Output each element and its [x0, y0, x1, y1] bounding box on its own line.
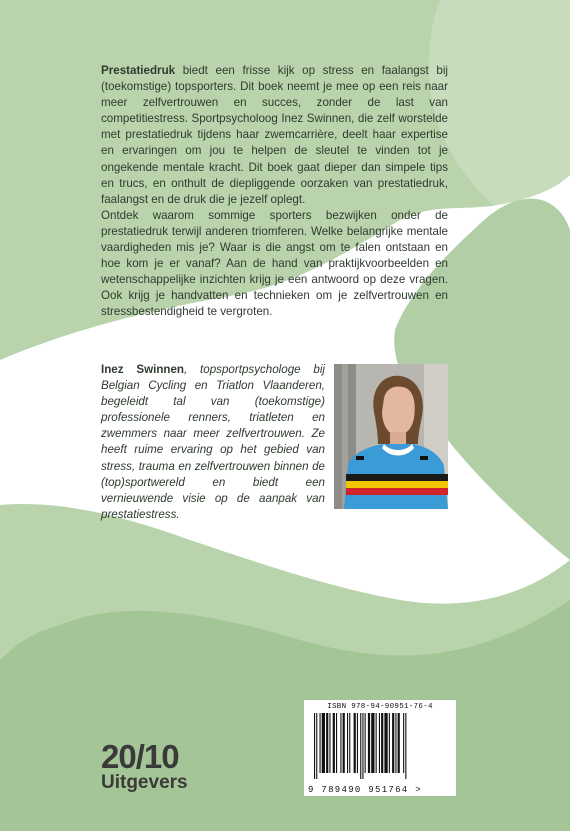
barcode-bar [405, 713, 406, 779]
barcode-bars [310, 713, 450, 781]
publisher-logo-number: 20/10 [101, 738, 179, 775]
barcode-bar [371, 713, 374, 773]
barcode-bar [360, 713, 361, 779]
barcode-bar [368, 713, 370, 773]
isbn-label: ISBN 978-94-90951-76-4 [327, 703, 433, 711]
barcode-bar [340, 713, 341, 773]
barcode-bar [362, 713, 363, 779]
author-bio-text: , topsportpsychologe bij Belgian Cycling en Triatlon Vlaanderen, begeleidt tal van (toekomstige) professionele renners, triatleten en zwemmers naar meer zelfvertrouwen. Ze heeft ruime ervaring op het gebied van stress, trauma en zelfvertrouwen binnen de (top)sportwereld en biedt een vernieuwende visie op de aanpak van prestatiestress. [101, 363, 326, 521]
barcode-bar [343, 713, 345, 773]
barcode-bar [398, 713, 400, 773]
barcode-bar [395, 713, 396, 773]
barcode-bar [403, 713, 404, 773]
barcode-bar [381, 713, 383, 773]
barcode-bar [322, 713, 325, 773]
blurb-paragraph-1 [101, 63, 448, 208]
blurb-paragraph-1-text: biedt een frisse kijk op stress en faalangst bij (toekomstige) topsporters. Dit boek neemt je mee op een reis naar meer zelfvertrouwen en succes, zonder de last van competitiestress. Sportpsycholoog Inez Swinnen, die zelf worstelde met prestatiedruk tijdens haar zwemcarrière, deelt haar expertise en ervaringen om jou te helpen de sleutel te vinden tot je ongekende mentale kracht. Dit boek gaat dieper dan simpele tips en trucs, en onthult de diepliggende oorzaken van prestatiedruk, faalangst en de druk die je jezelf oplegt. [101, 64, 448, 206]
barcode-bar [333, 713, 335, 773]
barcode-bar [379, 713, 380, 773]
barcode-bar [336, 713, 337, 773]
publisher-logo [101, 738, 188, 794]
barcode-bar [320, 713, 321, 773]
publisher-logo-name: Uitgevers [101, 772, 188, 793]
barcode-bar [347, 713, 348, 773]
barcode-bar [316, 713, 317, 779]
author-name: Inez Swinnen [101, 363, 185, 376]
barcode-bar [389, 713, 390, 773]
barcode-bar [392, 713, 394, 773]
isbn-barcode [304, 700, 456, 796]
barcode-digits: 9 789490 951764 > [308, 785, 422, 795]
author-bio [101, 362, 325, 523]
barcode-bar [384, 713, 387, 773]
barcode-bar [365, 713, 366, 773]
barcode-bar [314, 713, 315, 779]
author-photo [334, 364, 448, 509]
blurb-paragraph-2: Ontdek waarom sommige sporters bezwijken onder de prestatiedruk terwijl anderen triomferen. Welke belangrijke mentale vaardigheden mis je? Waar is die angst om te falen ontstaan en hoe kom je er vanaf? Aan de hand van praktijkvoorbeelden en wetenschappelijke inzichten krijg je een antwoord op deze vragen. Ook krijg je handvatten en technieken om je zelfvertrouwen en stressbestendigheid te vergroten. [101, 208, 448, 319]
book-title-bold: Prestatiedruk [101, 64, 176, 77]
barcode-bar [349, 713, 350, 773]
back-cover-blurb [101, 63, 448, 321]
barcode-bar [329, 713, 330, 773]
barcode-bar [354, 713, 356, 773]
barcode-bar [357, 713, 358, 773]
barcode-bar [326, 713, 328, 773]
barcode-bar [376, 713, 377, 773]
